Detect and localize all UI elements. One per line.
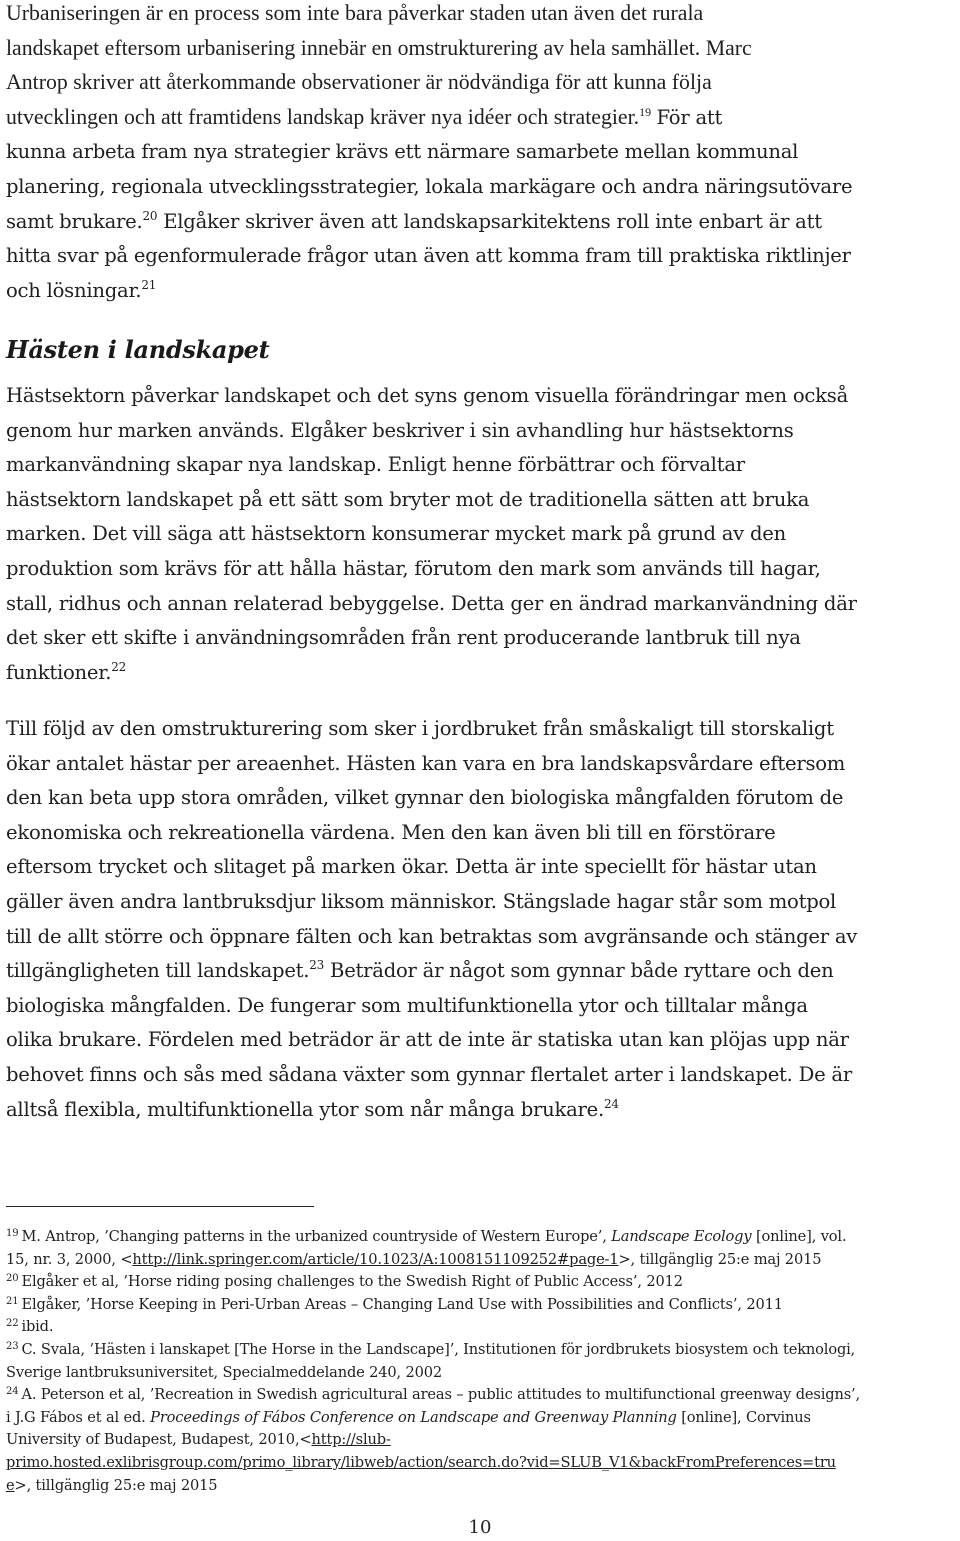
footnote-link[interactable]: e [6, 1476, 15, 1494]
footnote-text: 15, nr. 3, 2000, < [6, 1250, 133, 1268]
text-line: olika brukare. Fördelen med beträdor är att de inte är statiska utan kan plöjas upp när [6, 1028, 849, 1052]
text-line: Urbaniseringen är en process som inte bara påverkar staden utan även det rurala [6, 1, 704, 25]
footnote-text: ibid. [21, 1318, 54, 1336]
footnote-number: 19 [6, 1228, 19, 1239]
text-fragment: utvecklingen och att framtidens landskap kräver nya idéer och strategier. [6, 104, 640, 129]
footnote-number: 20 [6, 1273, 19, 1285]
text-fragment: För att [656, 105, 723, 129]
text-line: till de allt större och öppnare fälten och kan betraktas som avgränsande och stänger av [6, 924, 858, 948]
footnote-separator [6, 1206, 314, 1207]
footnote-text: A. Peterson et al, ’Recreation in Swedish agricultural areas – public attitudes to multifunctional greenway designs’, [21, 1386, 861, 1404]
text-line: hästsektorn landskapet på ett sätt som bryter mot de traditionella sätten att bruka [6, 487, 810, 511]
text-line: gäller även andra lantbruksdjur liksom människor. Stängslade hagar står som motpol [6, 889, 837, 913]
footnote-number: 24 [6, 1386, 19, 1398]
text-line: ökar antalet hästar per areaenhet. Hästen kan vara en bra landskapsvårdare eftersom [6, 751, 846, 775]
paragraph-restructuring [6, 712, 857, 1127]
footnote-link[interactable]: http://slub- [311, 1431, 391, 1449]
footnote-text: Elgåker, ’Horse Keeping in Peri-Urban Areas – Changing Land Use with Possibilities and Conflicts’, 2011 [21, 1295, 783, 1313]
section-heading: Hästen i landskapet [6, 335, 270, 364]
page-number: 10 [468, 1517, 492, 1538]
footnote-text: University of Budapest, Budapest, 2010,< [6, 1431, 312, 1449]
footnote-24 [6, 1384, 956, 1407]
text-line: markanvändning skapar nya landskap. Enligt henne förbättrar och förvaltar [6, 453, 745, 477]
footnote-19-cont [6, 1249, 956, 1272]
text-line: genom hur marken används. Elgåker beskriver i sin avhandling hur hästsektorns [6, 418, 794, 442]
footnote-text: C. Svala, ’Hästen i lanskapet [The Horse in the Landscape]’, Institutionen för jordbrukets biosystem och teknologi, [21, 1340, 856, 1358]
text-line [6, 100, 956, 136]
footnote-24-cont [6, 1407, 956, 1430]
footnote-text: Elgåker et al, ’Horse riding posing challenges to the Swedish Right of Public Access’, 2012 [21, 1273, 683, 1291]
footnote-text: [online], vol. [755, 1228, 847, 1245]
footnote-number: 22 [6, 1318, 19, 1330]
text-line: det sker ett skifte i användningsområden från rent producerande lantbruk till nya [6, 626, 801, 650]
text-line: kunna arbeta fram nya strategier krävs ett närmare samarbete mellan kommunal [6, 140, 799, 164]
footnotes [6, 1226, 956, 1497]
footnote-ref-19[interactable]: 19 [639, 104, 652, 119]
footnote-ref-23[interactable]: 23 [309, 958, 325, 973]
footnote-ref-21[interactable]: 21 [141, 277, 157, 292]
text-fragment: samt brukare. [6, 209, 143, 233]
text-fragment: och lösningar. [6, 278, 142, 302]
text-line: planering, regionala utvecklingsstrategier, lokala markägare och andra näringsutövare [6, 174, 853, 198]
text-line: biologiska mångfalden. De fungerar som multifunktionella ytor och tilltalar många [6, 993, 808, 1017]
text-line [6, 954, 857, 989]
text-line: produktion som krävs för att hålla hästar, förutom den mark som används till hagar, [6, 556, 821, 580]
footnote-link[interactable]: primo.hosted.exlibrisgroup.com/primo_library/libweb/action/search.do?vid=SLUB_V1&backFromPreferences=tru [6, 1453, 836, 1471]
footnote-text: M. Antrop, ’Changing patterns in the urbanized countryside of Western Europe’, [21, 1228, 607, 1245]
footnote-text: >, tillgänglig 25:e maj 2015 [618, 1250, 822, 1268]
footnote-24-cont [6, 1475, 956, 1498]
book-title: Proceedings of Fábos Conference on Landscape and Greenway Planning [150, 1408, 677, 1426]
text-line: landskapet eftersom urbanisering innebär en omstrukturering av hela samhället. Marc [6, 35, 752, 60]
text-fragment: Beträdor är något som gynnar både ryttare och den [330, 959, 834, 983]
text-line [6, 656, 857, 691]
footnote-number: 21 [6, 1295, 19, 1307]
text-fragment: funktioner. [6, 660, 112, 684]
footnote-text: [online], Corvinus [681, 1408, 811, 1426]
text-fragment: alltså flexibla, multifunktionella ytor som når många brukare. [6, 1097, 604, 1121]
text-line: eftersom trycket och slitaget på marken ökar. Detta är inte speciellt för hästar utan [6, 855, 817, 879]
text-line: Hästsektorn påverkar landskapet och det syns genom visuella förändringar men också [6, 384, 848, 407]
text-line: Antrop skriver att återkommande observationer är nödvändiga för att kunna följa [6, 70, 712, 95]
footnote-24-cont [6, 1429, 956, 1452]
footnote-ref-20[interactable]: 20 [142, 208, 158, 223]
text-line: behovet finns och sås med sådana växter som gynnar flertalet arter i landskapet. De är [6, 1062, 852, 1086]
text-line [6, 1093, 857, 1128]
footnote-22 [6, 1316, 956, 1339]
text-fragment: Elgåker skriver även att landskapsarkitektens roll inte enbart är att [163, 209, 822, 233]
text-line: den kan beta upp stora områden, vilket gynnar den biologiska mångfalden förutom de [6, 786, 844, 810]
footnote-23 [6, 1339, 956, 1362]
text-line: Till följd av den omstrukturering som sker i jordbruket från småskaligt till storskaligt [6, 717, 834, 740]
paragraph-horse-sector [6, 379, 857, 690]
text-line [6, 274, 956, 309]
text-line: hitta svar på egenformulerade frågor utan även att komma fram till praktiska riktlinjer [6, 244, 851, 268]
footnote-text: i J.G Fábos et al ed. [6, 1408, 146, 1426]
footnote-ref-22[interactable]: 22 [111, 659, 126, 674]
footnote-number: 23 [6, 1340, 19, 1352]
text-line: marken. Det vill säga att hästsektorn konsumerar mycket mark på grund av den [6, 522, 786, 546]
text-line: stall, ridhus och annan relaterad bebyggelse. Detta ger en ändrad markanvändning där [6, 591, 857, 615]
footnote-23-cont: Sverige lantbruksuniversitet, Specialmeddelande 240, 2002 [6, 1363, 443, 1381]
paragraph-urbanization [6, 0, 956, 308]
footnote-24-cont [6, 1452, 956, 1475]
journal-title: Landscape Ecology [611, 1228, 752, 1245]
footnote-ref-24[interactable]: 24 [604, 1096, 619, 1111]
text-line: ekonomiska och rekreationella värdena. Men den kan även bli till en förstörare [6, 820, 776, 844]
text-line [6, 205, 956, 240]
footnote-text: >, tillgänglig 25:e maj 2015 [14, 1476, 218, 1494]
text-fragment: tillgängligheten till landskapet. [6, 959, 310, 983]
footnote-20 [6, 1271, 956, 1294]
footnote-21 [6, 1294, 956, 1317]
footnote-19 [6, 1226, 956, 1249]
footnote-link[interactable]: http://link.springer.com/article/10.1023/A:1008151109252#page-1 [132, 1250, 619, 1268]
